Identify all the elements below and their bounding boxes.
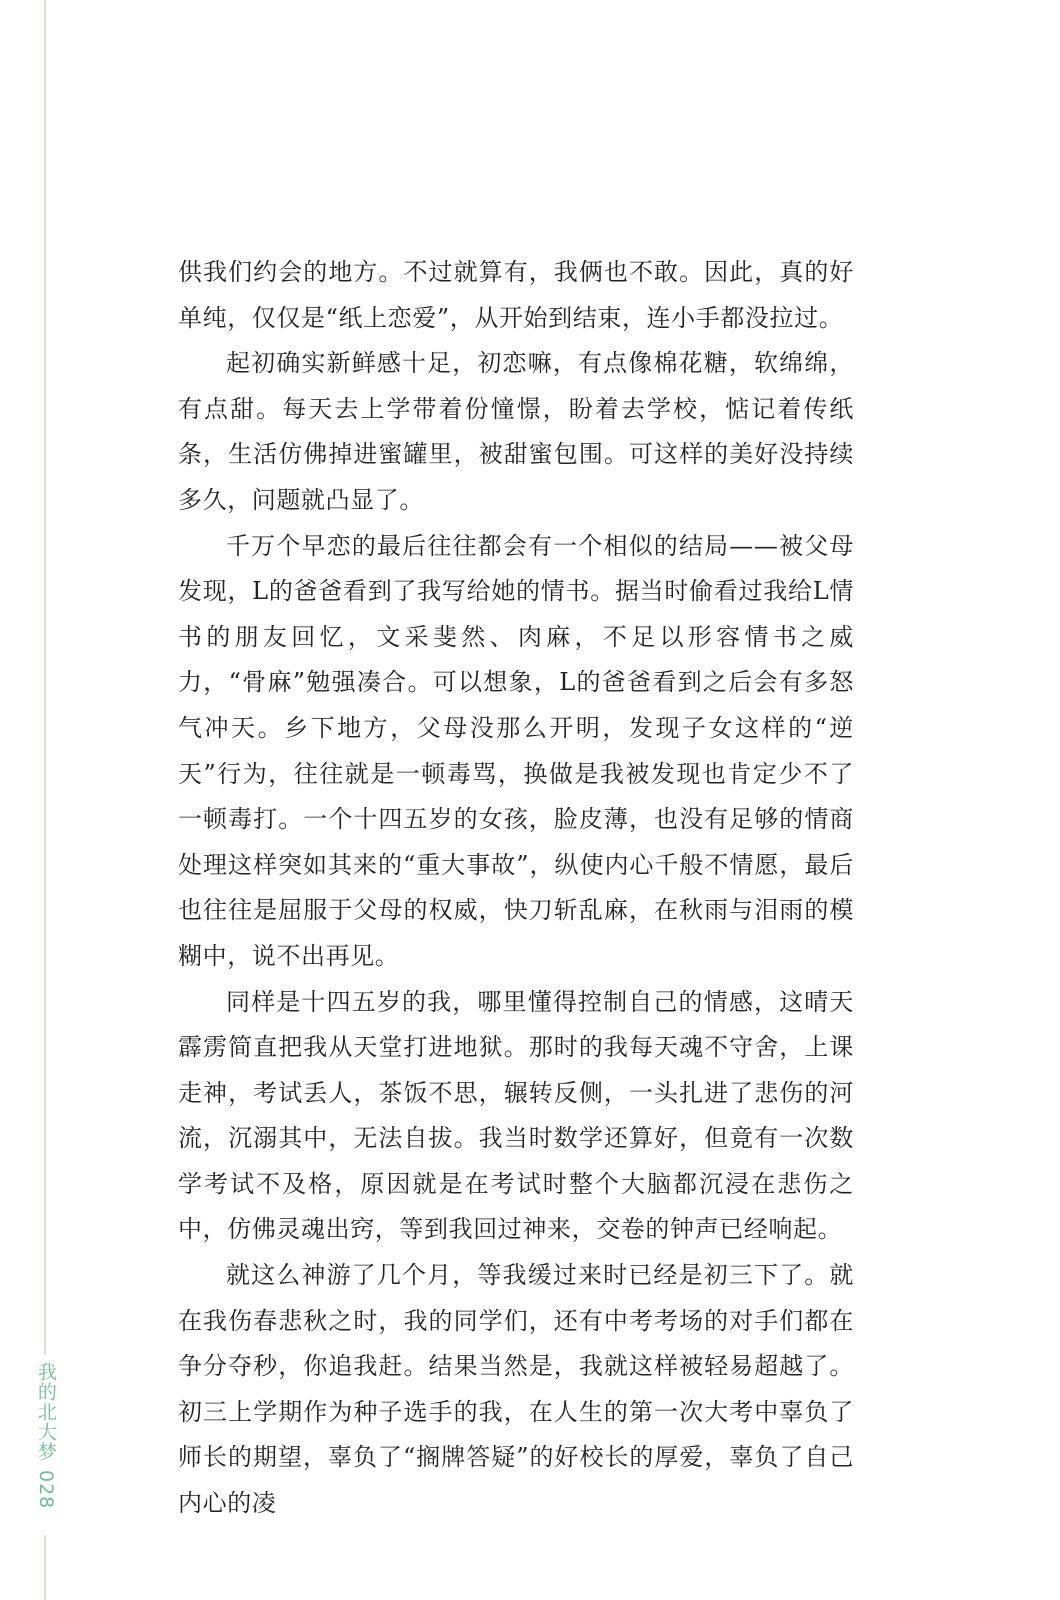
margin-rule — [44, 0, 46, 1355]
paragraph: 就这么神游了几个月，等我缓过来时已经是初三下了。就在我伤春悲秋之时，我的同学们，还有中考考场的对手们都在争分夺秒，你追我赶。结果当然是，我就这样被轻易超越了。初三上学期作为种子选手的我，在人生的第一次大考中辜负了师长的期望，辜负了“搁牌答疑”的好校长的厚爱，辜负了自己内心的凌 — [178, 1261, 854, 1518]
paragraph: 同样是十四五岁的我，哪里懂得控制自己的情感，这晴天霹雳简直把我从天堂打进地狱。那时的我每天魂不守舍，上课走神，考试丢人，茶饭不思，辗转反侧，一头扎进了悲伤的河流，沉溺其中，无法自拔。我当时数学还算好，但竟有一次数学考试不及格，原因就是在考试时整个大脑都沉浸在悲伤之中，仿佛灵魂出窍，等到我回过神来，交卷的钟声已经响起。 — [178, 987, 854, 1244]
page-number: 028 — [34, 1470, 57, 1510]
body-text — [178, 250, 854, 1527]
paragraph: 千万个早恋的最后往往都会有一个相似的结局——被父母发现，L的爸爸看到了我写给她的情书。据当时偷看过我给L情书的朋友回忆，文采斐然、肉麻，不足以形容情书之威力，“骨麻”勉强凑合。可以想象，L的爸爸看到之后会有多怒气冲天。乡下地方，父母没那么开明，发现子女这样的“逆天”行为，往往就是一顿毒骂，换做是我被发现也肯定少不了一顿毒打。一个十四五岁的女孩，脸皮薄，也没有足够的情商处理这样突如其来的“重大事故”，纵使内心千般不情愿，最后也往往是屈服于父母的权威，快刀斩乱麻，在秋雨与泪雨的模糊中，说不出再见。 — [178, 531, 854, 970]
paragraph: 供我们约会的地方。不过就算有，我俩也不敢。因此，真的好单纯，仅仅是“纸上恋爱”，从开始到结束，连小手都没拉过。 — [178, 258, 854, 332]
paragraph: 起初确实新鲜感十足，初恋嘛，有点像棉花糖，软绵绵，有点甜。每天去上学带着份憧憬，盼着去学校，惦记着传纸条，生活仿佛掉进蜜罐里，被甜蜜包围。可这样的美好没持续多久，问题就凸显了。 — [178, 349, 854, 514]
book-title: 我的北大梦 — [34, 1362, 57, 1462]
margin-rule — [44, 1535, 46, 1600]
running-footer — [30, 1362, 60, 1509]
